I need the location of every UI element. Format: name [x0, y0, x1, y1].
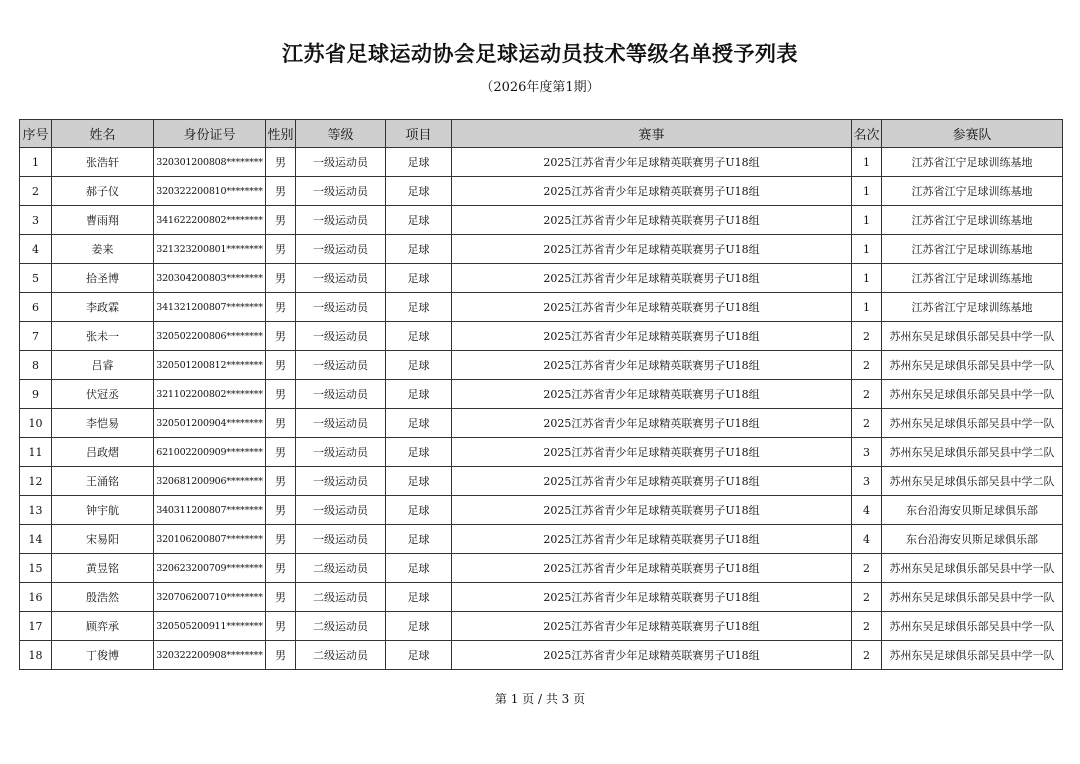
cell-id-number: 320681200906******** [154, 467, 266, 496]
cell-index: 14 [20, 525, 52, 554]
cell-team: 苏州东吴足球俱乐部吴县中学一队 [882, 641, 1063, 670]
cell-event: 2025江苏省青少年足球精英联赛男子U18组 [452, 322, 852, 351]
cell-id-number: 321323200801******** [154, 235, 266, 264]
cell-rank: 2 [852, 351, 882, 380]
cell-name: 李恺易 [52, 409, 154, 438]
table-header-row [20, 120, 1063, 148]
table-body [20, 148, 1063, 670]
cell-level: 二级运动员 [296, 612, 386, 641]
cell-index: 16 [20, 583, 52, 612]
table-row [20, 438, 1063, 467]
cell-index: 1 [20, 148, 52, 177]
cell-rank: 2 [852, 583, 882, 612]
cell-id-number: 341622200802******** [154, 206, 266, 235]
cell-sport: 足球 [386, 351, 452, 380]
cell-sport: 足球 [386, 177, 452, 206]
cell-event: 2025江苏省青少年足球精英联赛男子U18组 [452, 525, 852, 554]
cell-name: 王涌铭 [52, 467, 154, 496]
cell-level: 一级运动员 [296, 496, 386, 525]
table-row [20, 351, 1063, 380]
cell-name: 黄昱铭 [52, 554, 154, 583]
cell-rank: 1 [852, 206, 882, 235]
table-row [20, 148, 1063, 177]
cell-team: 苏州东吴足球俱乐部吴县中学一队 [882, 380, 1063, 409]
cell-sport: 足球 [386, 293, 452, 322]
cell-rank: 4 [852, 525, 882, 554]
cell-name: 殷浩然 [52, 583, 154, 612]
cell-sport: 足球 [386, 264, 452, 293]
table-row [20, 467, 1063, 496]
cell-level: 二级运动员 [296, 583, 386, 612]
cell-team: 苏州东吴足球俱乐部吴县中学一队 [882, 322, 1063, 351]
cell-event: 2025江苏省青少年足球精英联赛男子U18组 [452, 380, 852, 409]
cell-sport: 足球 [386, 467, 452, 496]
athlete-roster-table [19, 119, 1063, 670]
cell-id-number: 320706200710******** [154, 583, 266, 612]
header-event: 赛事 [452, 120, 852, 148]
cell-index: 2 [20, 177, 52, 206]
cell-sport: 足球 [386, 525, 452, 554]
cell-sport: 足球 [386, 206, 452, 235]
header-name: 姓名 [52, 120, 154, 148]
table-row [20, 206, 1063, 235]
cell-rank: 2 [852, 322, 882, 351]
cell-team: 苏州东吴足球俱乐部吴县中学一队 [882, 554, 1063, 583]
cell-sport: 足球 [386, 554, 452, 583]
header-level: 等级 [296, 120, 386, 148]
cell-level: 二级运动员 [296, 641, 386, 670]
cell-gender: 男 [266, 525, 296, 554]
cell-team: 苏州东吴足球俱乐部吴县中学一队 [882, 612, 1063, 641]
cell-name: 曹雨翔 [52, 206, 154, 235]
table-row [20, 235, 1063, 264]
cell-index: 18 [20, 641, 52, 670]
cell-team: 江苏省江宁足球训练基地 [882, 293, 1063, 322]
cell-sport: 足球 [386, 641, 452, 670]
cell-event: 2025江苏省青少年足球精英联赛男子U18组 [452, 438, 852, 467]
cell-event: 2025江苏省青少年足球精英联赛男子U18组 [452, 641, 852, 670]
cell-name: 伏冠丞 [52, 380, 154, 409]
cell-rank: 1 [852, 177, 882, 206]
cell-level: 一级运动员 [296, 467, 386, 496]
cell-sport: 足球 [386, 438, 452, 467]
cell-event: 2025江苏省青少年足球精英联赛男子U18组 [452, 612, 852, 641]
cell-team: 苏州东吴足球俱乐部吴县中学二队 [882, 467, 1063, 496]
cell-level: 一级运动员 [296, 177, 386, 206]
cell-rank: 3 [852, 438, 882, 467]
cell-id-number: 320505200911******** [154, 612, 266, 641]
cell-team: 江苏省江宁足球训练基地 [882, 148, 1063, 177]
cell-id-number: 320322200810******** [154, 177, 266, 206]
table-row [20, 641, 1063, 670]
cell-id-number: 320301200808******** [154, 148, 266, 177]
cell-sport: 足球 [386, 612, 452, 641]
cell-id-number: 341321200807******** [154, 293, 266, 322]
cell-event: 2025江苏省青少年足球精英联赛男子U18组 [452, 496, 852, 525]
cell-gender: 男 [266, 235, 296, 264]
cell-level: 一级运动员 [296, 322, 386, 351]
cell-rank: 1 [852, 235, 882, 264]
cell-level: 一级运动员 [296, 409, 386, 438]
cell-event: 2025江苏省青少年足球精英联赛男子U18组 [452, 293, 852, 322]
cell-name: 张浩轩 [52, 148, 154, 177]
cell-team: 江苏省江宁足球训练基地 [882, 177, 1063, 206]
cell-level: 一级运动员 [296, 351, 386, 380]
cell-rank: 3 [852, 467, 882, 496]
cell-level: 一级运动员 [296, 380, 386, 409]
cell-sport: 足球 [386, 235, 452, 264]
cell-event: 2025江苏省青少年足球精英联赛男子U18组 [452, 467, 852, 496]
cell-index: 13 [20, 496, 52, 525]
cell-event: 2025江苏省青少年足球精英联赛男子U18组 [452, 554, 852, 583]
cell-index: 10 [20, 409, 52, 438]
cell-team: 苏州东吴足球俱乐部吴县中学二队 [882, 438, 1063, 467]
cell-event: 2025江苏省青少年足球精英联赛男子U18组 [452, 351, 852, 380]
cell-gender: 男 [266, 496, 296, 525]
cell-id-number: 320623200709******** [154, 554, 266, 583]
cell-rank: 2 [852, 409, 882, 438]
page-number: 第 1 页 / 共 3 页 [494, 692, 586, 706]
cell-index: 3 [20, 206, 52, 235]
cell-rank: 1 [852, 264, 882, 293]
table-row [20, 177, 1063, 206]
header-team: 参赛队 [882, 120, 1063, 148]
cell-id-number: 321102200802******** [154, 380, 266, 409]
cell-name: 丁俊博 [52, 641, 154, 670]
cell-rank: 2 [852, 554, 882, 583]
cell-team: 苏州东吴足球俱乐部吴县中学一队 [882, 351, 1063, 380]
header-rank: 名次 [852, 120, 882, 148]
cell-sport: 足球 [386, 496, 452, 525]
cell-rank: 2 [852, 380, 882, 409]
cell-event: 2025江苏省青少年足球精英联赛男子U18组 [452, 206, 852, 235]
cell-sport: 足球 [386, 322, 452, 351]
cell-event: 2025江苏省青少年足球精英联赛男子U18组 [452, 583, 852, 612]
cell-rank: 2 [852, 641, 882, 670]
cell-gender: 男 [266, 148, 296, 177]
cell-level: 一级运动员 [296, 206, 386, 235]
cell-gender: 男 [266, 206, 296, 235]
cell-rank: 2 [852, 612, 882, 641]
cell-name: 拾圣博 [52, 264, 154, 293]
header-id-number: 身份证号 [154, 120, 266, 148]
cell-name: 吕政熠 [52, 438, 154, 467]
table-row [20, 496, 1063, 525]
header-index: 序号 [20, 120, 52, 148]
header-sport: 项目 [386, 120, 452, 148]
document-title: 江苏省足球运动协会足球运动员技术等级名单授予列表 [282, 41, 798, 66]
cell-rank: 4 [852, 496, 882, 525]
cell-gender: 男 [266, 438, 296, 467]
cell-team: 东台沿海安贝斯足球俱乐部 [882, 525, 1063, 554]
table-row [20, 525, 1063, 554]
cell-gender: 男 [266, 612, 296, 641]
cell-gender: 男 [266, 467, 296, 496]
cell-id-number: 320501200812******** [154, 351, 266, 380]
cell-index: 8 [20, 351, 52, 380]
cell-gender: 男 [266, 641, 296, 670]
cell-sport: 足球 [386, 380, 452, 409]
table-row [20, 612, 1063, 641]
table-row [20, 409, 1063, 438]
cell-event: 2025江苏省青少年足球精英联赛男子U18组 [452, 409, 852, 438]
document-subtitle: （2026年度第1期） [480, 80, 600, 95]
cell-event: 2025江苏省青少年足球精英联赛男子U18组 [452, 235, 852, 264]
cell-id-number: 320304200803******** [154, 264, 266, 293]
cell-event: 2025江苏省青少年足球精英联赛男子U18组 [452, 177, 852, 206]
cell-gender: 男 [266, 293, 296, 322]
cell-id-number: 621002200909******** [154, 438, 266, 467]
cell-gender: 男 [266, 554, 296, 583]
cell-index: 4 [20, 235, 52, 264]
cell-name: 姜来 [52, 235, 154, 264]
cell-level: 一级运动员 [296, 148, 386, 177]
cell-level: 一级运动员 [296, 293, 386, 322]
cell-index: 11 [20, 438, 52, 467]
cell-index: 6 [20, 293, 52, 322]
cell-gender: 男 [266, 322, 296, 351]
cell-index: 5 [20, 264, 52, 293]
cell-level: 二级运动员 [296, 554, 386, 583]
cell-name: 张未一 [52, 322, 154, 351]
cell-id-number: 340311200807******** [154, 496, 266, 525]
cell-level: 一级运动员 [296, 235, 386, 264]
cell-name: 吕睿 [52, 351, 154, 380]
cell-team: 东台沿海安贝斯足球俱乐部 [882, 496, 1063, 525]
cell-id-number: 320501200904******** [154, 409, 266, 438]
cell-team: 江苏省江宁足球训练基地 [882, 264, 1063, 293]
cell-gender: 男 [266, 409, 296, 438]
table-row [20, 583, 1063, 612]
table-row [20, 380, 1063, 409]
cell-rank: 1 [852, 293, 882, 322]
cell-name: 宋易阳 [52, 525, 154, 554]
cell-index: 9 [20, 380, 52, 409]
header-gender: 性别 [266, 120, 296, 148]
table-row [20, 293, 1063, 322]
cell-team: 江苏省江宁足球训练基地 [882, 206, 1063, 235]
cell-sport: 足球 [386, 409, 452, 438]
cell-team: 江苏省江宁足球训练基地 [882, 235, 1063, 264]
cell-id-number: 320322200908******** [154, 641, 266, 670]
cell-name: 李政霖 [52, 293, 154, 322]
cell-gender: 男 [266, 264, 296, 293]
cell-name: 顾弈承 [52, 612, 154, 641]
table-row [20, 322, 1063, 351]
cell-team: 苏州东吴足球俱乐部吴县中学一队 [882, 583, 1063, 612]
cell-level: 一级运动员 [296, 264, 386, 293]
cell-rank: 1 [852, 148, 882, 177]
cell-name: 郝子仪 [52, 177, 154, 206]
cell-event: 2025江苏省青少年足球精英联赛男子U18组 [452, 264, 852, 293]
cell-id-number: 320106200807******** [154, 525, 266, 554]
cell-gender: 男 [266, 380, 296, 409]
table-row [20, 554, 1063, 583]
cell-name: 钟宇航 [52, 496, 154, 525]
cell-sport: 足球 [386, 148, 452, 177]
cell-id-number: 320502200806******** [154, 322, 266, 351]
cell-sport: 足球 [386, 583, 452, 612]
cell-gender: 男 [266, 351, 296, 380]
cell-gender: 男 [266, 177, 296, 206]
cell-level: 一级运动员 [296, 438, 386, 467]
cell-index: 12 [20, 467, 52, 496]
cell-index: 15 [20, 554, 52, 583]
cell-event: 2025江苏省青少年足球精英联赛男子U18组 [452, 148, 852, 177]
cell-index: 17 [20, 612, 52, 641]
cell-level: 一级运动员 [296, 525, 386, 554]
cell-team: 苏州东吴足球俱乐部吴县中学一队 [882, 409, 1063, 438]
cell-gender: 男 [266, 583, 296, 612]
cell-index: 7 [20, 322, 52, 351]
table-row [20, 264, 1063, 293]
